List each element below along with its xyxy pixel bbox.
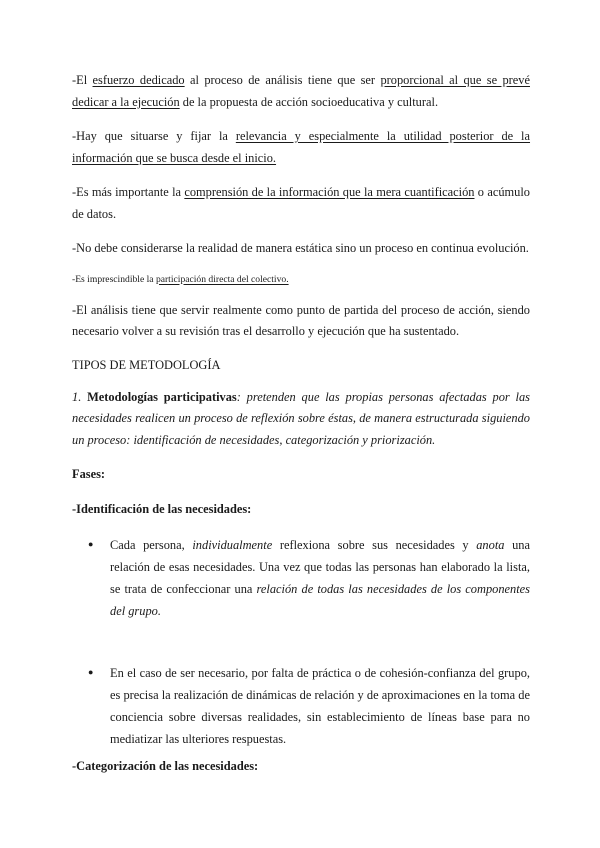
underlined-text: esfuerzo dedicado [92, 73, 185, 87]
paragraph-comprehension: -Es más importante la comprensión de la información que la mera cuantificación o acúmulo de datos. [72, 185, 530, 221]
method-participatory: 1. Metodologías participativas: pretenden que las propias personas afectadas por las necesidades realicen un proceso de reflexión sobre éstas, de manera estructurada siguiendo un proceso: identificación de necesidades, categorización y priorización. [72, 389, 530, 447]
phase-identification-title: -Identificación de las necesidades: [72, 501, 252, 516]
method-title: Metodologías participativas [87, 389, 237, 404]
underlined-text: comprensión de la información que la mera cuantificación [184, 185, 475, 199]
paragraph-participation: -Es imprescindible la participación directa del colectivo. [72, 273, 289, 285]
phase-categorization-title: -Categorización de las necesidades: [72, 759, 259, 773]
list-item: ● Cada persona, individualmente reflexiona sobre sus necesidades y anota una relación de esas necesidades. Una vez que todas las personas han elaborado la lista, se trata de confeccionar una relación de todas las necesidades de los componentes del grupo. [72, 534, 530, 622]
paragraph-relevance: -Hay que situarse y fijar la relevancia y especialmente la utilidad posterior de la información que se busca desde el inicio. [72, 129, 531, 165]
bullet-icon: ● [88, 539, 94, 549]
bullet-list [72, 534, 530, 750]
underlined-text: proporcional al que se prevé dedicar a la ejecución [72, 73, 530, 109]
document-page [72, 70, 530, 778]
bullet-icon: ● [88, 667, 94, 677]
underlined-text: relevancia y especialmente la utilidad posterior de la información que se busca desde el inicio. [72, 129, 531, 165]
underlined-text: participación directa del colectivo. [155, 273, 289, 285]
phases-label: Fases: [72, 467, 106, 481]
paragraph-analysis: -El análisis tiene que servir realmente como punto de partida del proceso de acción, siendo necesario volver a su revisión tras el desarrollo y ejecución que ha sustentado. [72, 302, 530, 338]
paragraph-evolution: -No debe considerarse la realidad de manera estática sino un proceso en continua evolución. [72, 241, 529, 255]
paragraph-effort: -El esfuerzo dedicado al proceso de análisis tiene que ser proporcional al que se prevé dedicar a la ejecución de la propuesta de acción socioeducativa y cultural. [72, 73, 530, 109]
list-item: ● En el caso de ser necesario, por falta de práctica o de cohesión-confianza del grupo, es precisa la realización de dinámicas de relación y de aproximaciones en la toma de conciencia sobre diversas realidades, sin establecimiento de líneas base para no mediatizar las ulteriores respuestas. [72, 662, 530, 750]
section-title: TIPOS DE METODOLOGÍA [72, 357, 221, 372]
